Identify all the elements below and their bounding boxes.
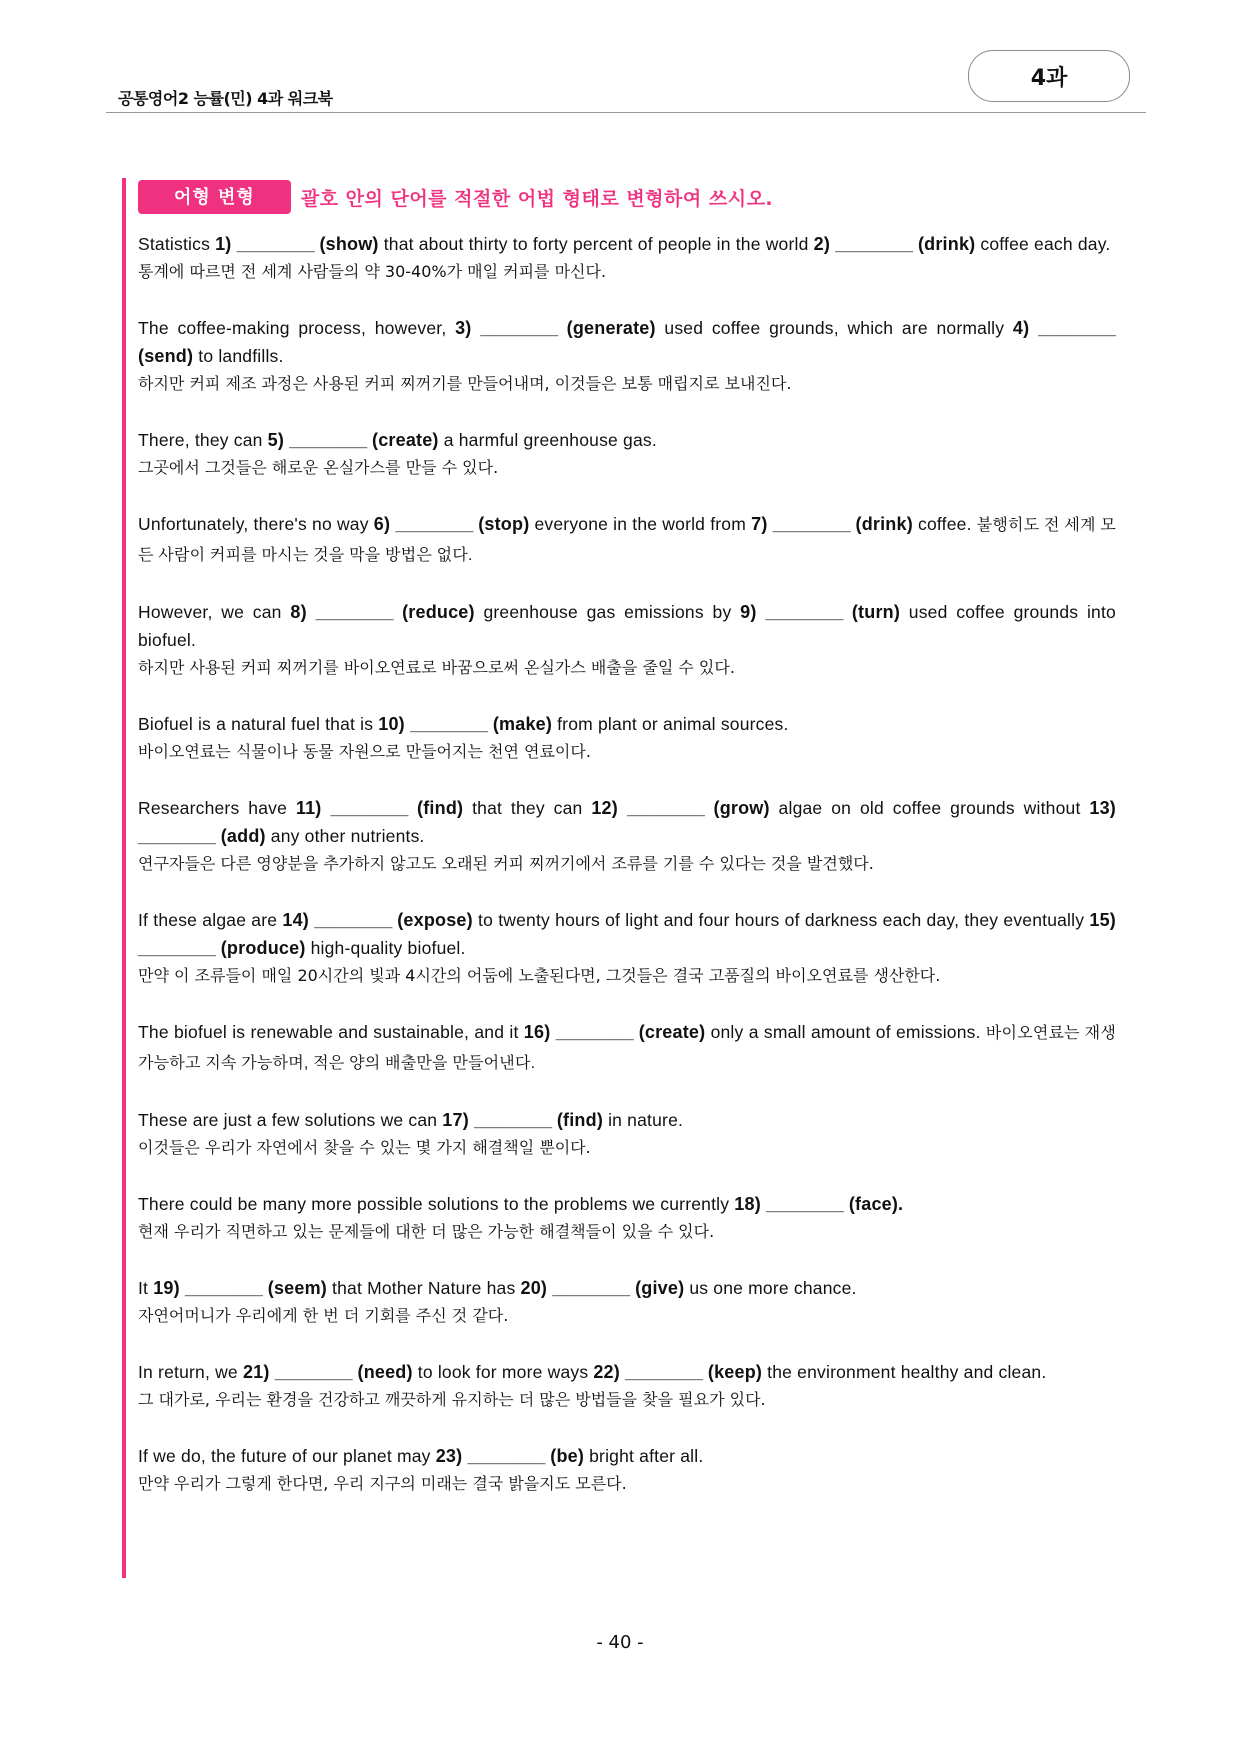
english-sentence [138, 794, 1116, 850]
base-verb: (make) [492, 714, 553, 734]
answer-blank[interactable]: ________ [1038, 318, 1116, 338]
sentence-text: The coffee-making process, however, [138, 318, 456, 338]
answer-blank[interactable]: ________ [395, 514, 479, 534]
base-verb: (generate) [566, 318, 656, 338]
base-verb: (seem) [267, 1278, 327, 1298]
answer-blank[interactable]: ________ [274, 1362, 358, 1382]
question-number: 17) [442, 1110, 475, 1130]
korean-translation: 이것들은 우리가 자연에서 찾을 수 있는 몇 가지 해결책일 뿐이다. [138, 1138, 591, 1157]
question-number: 20) [520, 1278, 553, 1298]
exercise-item [138, 314, 1116, 398]
english-sentence [138, 510, 1116, 570]
base-verb: (drink) [917, 234, 976, 254]
english-sentence [138, 598, 1116, 654]
english-sentence [138, 314, 1116, 370]
answer-blank[interactable]: ________ [552, 1278, 636, 1298]
korean-translation: 바이오연료는 식물이나 동물 자원으로 만들어지는 천연 연료이다. [138, 742, 591, 761]
english-sentence [138, 1274, 1116, 1302]
english-sentence [138, 1442, 1116, 1470]
question-number: 8) [290, 602, 316, 622]
answer-blank[interactable]: ________ [185, 1278, 268, 1298]
answer-blank[interactable]: ________ [772, 514, 856, 534]
sentence-text: coffee. [912, 514, 977, 534]
english-sentence [138, 710, 1116, 738]
answer-blank[interactable]: ________ [138, 826, 221, 846]
exercise-item [138, 426, 1116, 482]
answer-blank[interactable]: ________ [474, 1110, 557, 1130]
answer-blank[interactable]: ________ [626, 798, 714, 818]
sentence-text: only a small amount of emissions. [705, 1022, 986, 1042]
answer-blank[interactable]: ________ [835, 234, 918, 254]
base-verb: (grow) [713, 798, 770, 818]
sentence-text: In return, we [138, 1362, 243, 1382]
korean-translation: 그 대가로, 우리는 환경을 건강하고 깨끗하게 유지하는 더 많은 방법들을 찾을 필요가 있다. [138, 1390, 766, 1409]
answer-blank[interactable]: ________ [410, 714, 493, 734]
english-sentence [138, 1358, 1116, 1386]
exercise-items [138, 230, 1116, 1526]
question-number: 1) [215, 234, 237, 254]
question-number: 4) [1012, 318, 1039, 338]
exercise-section [122, 178, 1126, 1578]
exercise-item [138, 1190, 1116, 1246]
exercise-item [138, 906, 1116, 990]
english-sentence [138, 426, 1116, 454]
sentence-text: Biofuel is a natural fuel that is [138, 714, 379, 734]
answer-blank[interactable]: ________ [236, 234, 320, 254]
sentence-text: used coffee grounds, which are normally [655, 318, 1013, 338]
base-verb: (send) [138, 346, 194, 366]
sentence-text: Statistics [138, 234, 216, 254]
chapter-badge: 4과 [968, 50, 1130, 102]
base-verb: (face). [848, 1194, 904, 1214]
question-number: 22) [593, 1362, 626, 1382]
question-number: 6) [373, 514, 396, 534]
answer-blank[interactable]: ________ [315, 602, 403, 622]
exercise-item [138, 1018, 1116, 1078]
answer-blank[interactable]: ________ [625, 1362, 708, 1382]
sentence-text: There, they can [138, 430, 268, 450]
sentence-text: It [138, 1278, 154, 1298]
exercise-item [138, 794, 1116, 878]
question-number: 13) [1089, 798, 1117, 818]
base-verb: (produce) [220, 938, 306, 958]
question-number: 9) [740, 602, 766, 622]
exercise-item [138, 598, 1116, 682]
answer-blank[interactable]: ________ [138, 938, 221, 958]
exercise-item [138, 710, 1116, 766]
korean-translation: 자연어머니가 우리에게 한 번 더 기회를 주신 것 같다. [138, 1306, 509, 1325]
question-number: 16) [523, 1022, 556, 1042]
sentence-text: Unfortunately, there's no way [138, 514, 374, 534]
sentence-text: If these algae are [138, 910, 283, 930]
sentence-text: us one more chance. [684, 1278, 857, 1298]
korean-translation: 현재 우리가 직면하고 있는 문제들에 대한 더 많은 가능한 해결책들이 있을 수 있다. [138, 1222, 715, 1241]
korean-translation: 연구자들은 다른 영양분을 추가하지 않고도 오래된 커피 찌꺼기에서 조류를 기를 수 있다는 것을 발견했다. [138, 854, 874, 873]
sentence-text: bright after all. [584, 1446, 704, 1466]
sentence-text: The biofuel is renewable and sustainable, and it [138, 1022, 524, 1042]
answer-blank[interactable]: ________ [555, 1022, 639, 1042]
sentence-text: to landfills. [193, 346, 284, 366]
answer-blank[interactable]: ________ [330, 798, 418, 818]
sentence-text: There could be many more possible solutions to the problems we currently [138, 1194, 735, 1214]
question-number: 12) [591, 798, 627, 818]
answer-blank[interactable]: ________ [467, 1446, 551, 1466]
english-sentence [138, 1106, 1116, 1134]
korean-translation: 그곳에서 그것들은 해로운 온실가스를 만들 수 있다. [138, 458, 499, 477]
base-verb: (drink) [855, 514, 913, 534]
base-verb: (keep) [707, 1362, 763, 1382]
exercise-item [138, 1442, 1116, 1498]
korean-translation: 바이오연료는 재생 가능하고 지속 가능하며, 적은 양의 배출만을 만들어낸다. [138, 1025, 1116, 1072]
sentence-text: the environment healthy and clean. [762, 1362, 1047, 1382]
sentence-text: Researchers have [138, 798, 296, 818]
sentence-text: algae on old coffee grounds without [769, 798, 1090, 818]
korean-translation: 통계에 따르면 전 세계 사람들의 약 30-40%가 매일 커피를 마신다. [138, 262, 607, 281]
base-verb: (give) [635, 1278, 685, 1298]
base-verb: (turn) [851, 602, 901, 622]
exercise-item [138, 1358, 1116, 1414]
base-verb: (be) [550, 1446, 585, 1466]
base-verb: (need) [357, 1362, 413, 1382]
answer-blank[interactable]: ________ [765, 602, 852, 622]
question-number: 10) [378, 714, 411, 734]
base-verb: (find) [556, 1110, 604, 1130]
sentence-text: used coffee grounds into biofuel. [138, 602, 1116, 650]
sentence-text: to twenty hours of light and four hours of darkness each day, they eventually [472, 910, 1090, 930]
answer-blank[interactable]: ________ [314, 910, 398, 930]
english-sentence [138, 230, 1116, 258]
exercise-item [138, 1274, 1116, 1330]
sentence-text: that Mother Nature has [326, 1278, 521, 1298]
base-verb: (create) [638, 1022, 706, 1042]
header-title: 공통영어2 능률(민) 4과 워크북 [118, 89, 333, 108]
section-instruction: 괄호 안의 단어를 적절한 어법 형태로 변형하여 쓰시오. [300, 187, 774, 210]
base-verb: (reduce) [402, 602, 475, 622]
korean-translation: 만약 이 조류들이 매일 20시간의 빛과 4시간의 어둠에 노출된다면, 그것들은 결국 고품질의 바이오연료를 생산한다. [138, 966, 941, 985]
sentence-text: a harmful greenhouse gas. [438, 430, 657, 450]
exercise-item [138, 510, 1116, 570]
base-verb: (stop) [478, 514, 530, 534]
sentence-text: that they can [463, 798, 592, 818]
question-number: 18) [734, 1194, 767, 1214]
question-number: 3) [455, 318, 481, 338]
base-verb: (show) [319, 234, 379, 254]
korean-translation: 하지만 커피 제조 과정은 사용된 커피 찌꺼기를 만들어내며, 이것들은 보통 매립지로 보내진다. [138, 374, 792, 393]
sentence-text: high-quality biofuel. [305, 938, 466, 958]
base-verb: (add) [220, 826, 266, 846]
question-number: 21) [242, 1362, 275, 1382]
korean-translation: 불행히도 전 세계 모든 사람이 커피를 마시는 것을 막을 방법은 없다. [138, 517, 1117, 564]
page-number: - 40 - [596, 1632, 644, 1653]
sentence-text: greenhouse gas emissions by [474, 602, 741, 622]
question-number: 14) [282, 910, 315, 930]
korean-translation: 하지만 사용된 커피 찌꺼기를 바이오연료로 바꿈으로써 온실가스 배출을 줄일 수 있다. [138, 658, 735, 677]
base-verb: (expose) [397, 910, 473, 930]
english-sentence [138, 1018, 1116, 1078]
answer-blank[interactable]: ________ [480, 318, 567, 338]
question-number: 23) [435, 1446, 468, 1466]
question-number: 19) [153, 1278, 186, 1298]
sentence-text: any other nutrients. [265, 826, 425, 846]
sentence-text: in nature. [603, 1110, 684, 1130]
sentence-text: However, we can [138, 602, 291, 622]
question-number: 5) [267, 430, 290, 450]
section-heading [138, 180, 773, 214]
english-sentence [138, 906, 1116, 962]
sentence-text: If we do, the future of our planet may [138, 1446, 436, 1466]
question-number: 7) [751, 514, 773, 534]
sentence-text: everyone in the world from [529, 514, 752, 534]
answer-blank[interactable]: ________ [766, 1194, 849, 1214]
exercise-item [138, 1106, 1116, 1162]
answer-blank[interactable]: ________ [289, 430, 372, 450]
question-number: 2) [813, 234, 836, 254]
header-divider [106, 112, 1146, 113]
sentence-text: that about thirty to forty percent of people in the world [378, 234, 814, 254]
exercise-item [138, 230, 1116, 286]
section-tag: 어형 변형 [138, 180, 291, 214]
question-number: 15) [1089, 910, 1116, 930]
sentence-text: coffee each day. [975, 234, 1111, 254]
sentence-text: These are just a few solutions we can [138, 1110, 443, 1130]
korean-translation: 만약 우리가 그렇게 한다면, 우리 지구의 미래는 결국 밝을지도 모른다. [138, 1474, 627, 1493]
sentence-text: from plant or animal sources. [552, 714, 789, 734]
english-sentence [138, 1190, 1116, 1218]
base-verb: (find) [417, 798, 464, 818]
sentence-text: to look for more ways [412, 1362, 594, 1382]
question-number: 11) [295, 798, 331, 818]
base-verb: (create) [372, 430, 439, 450]
